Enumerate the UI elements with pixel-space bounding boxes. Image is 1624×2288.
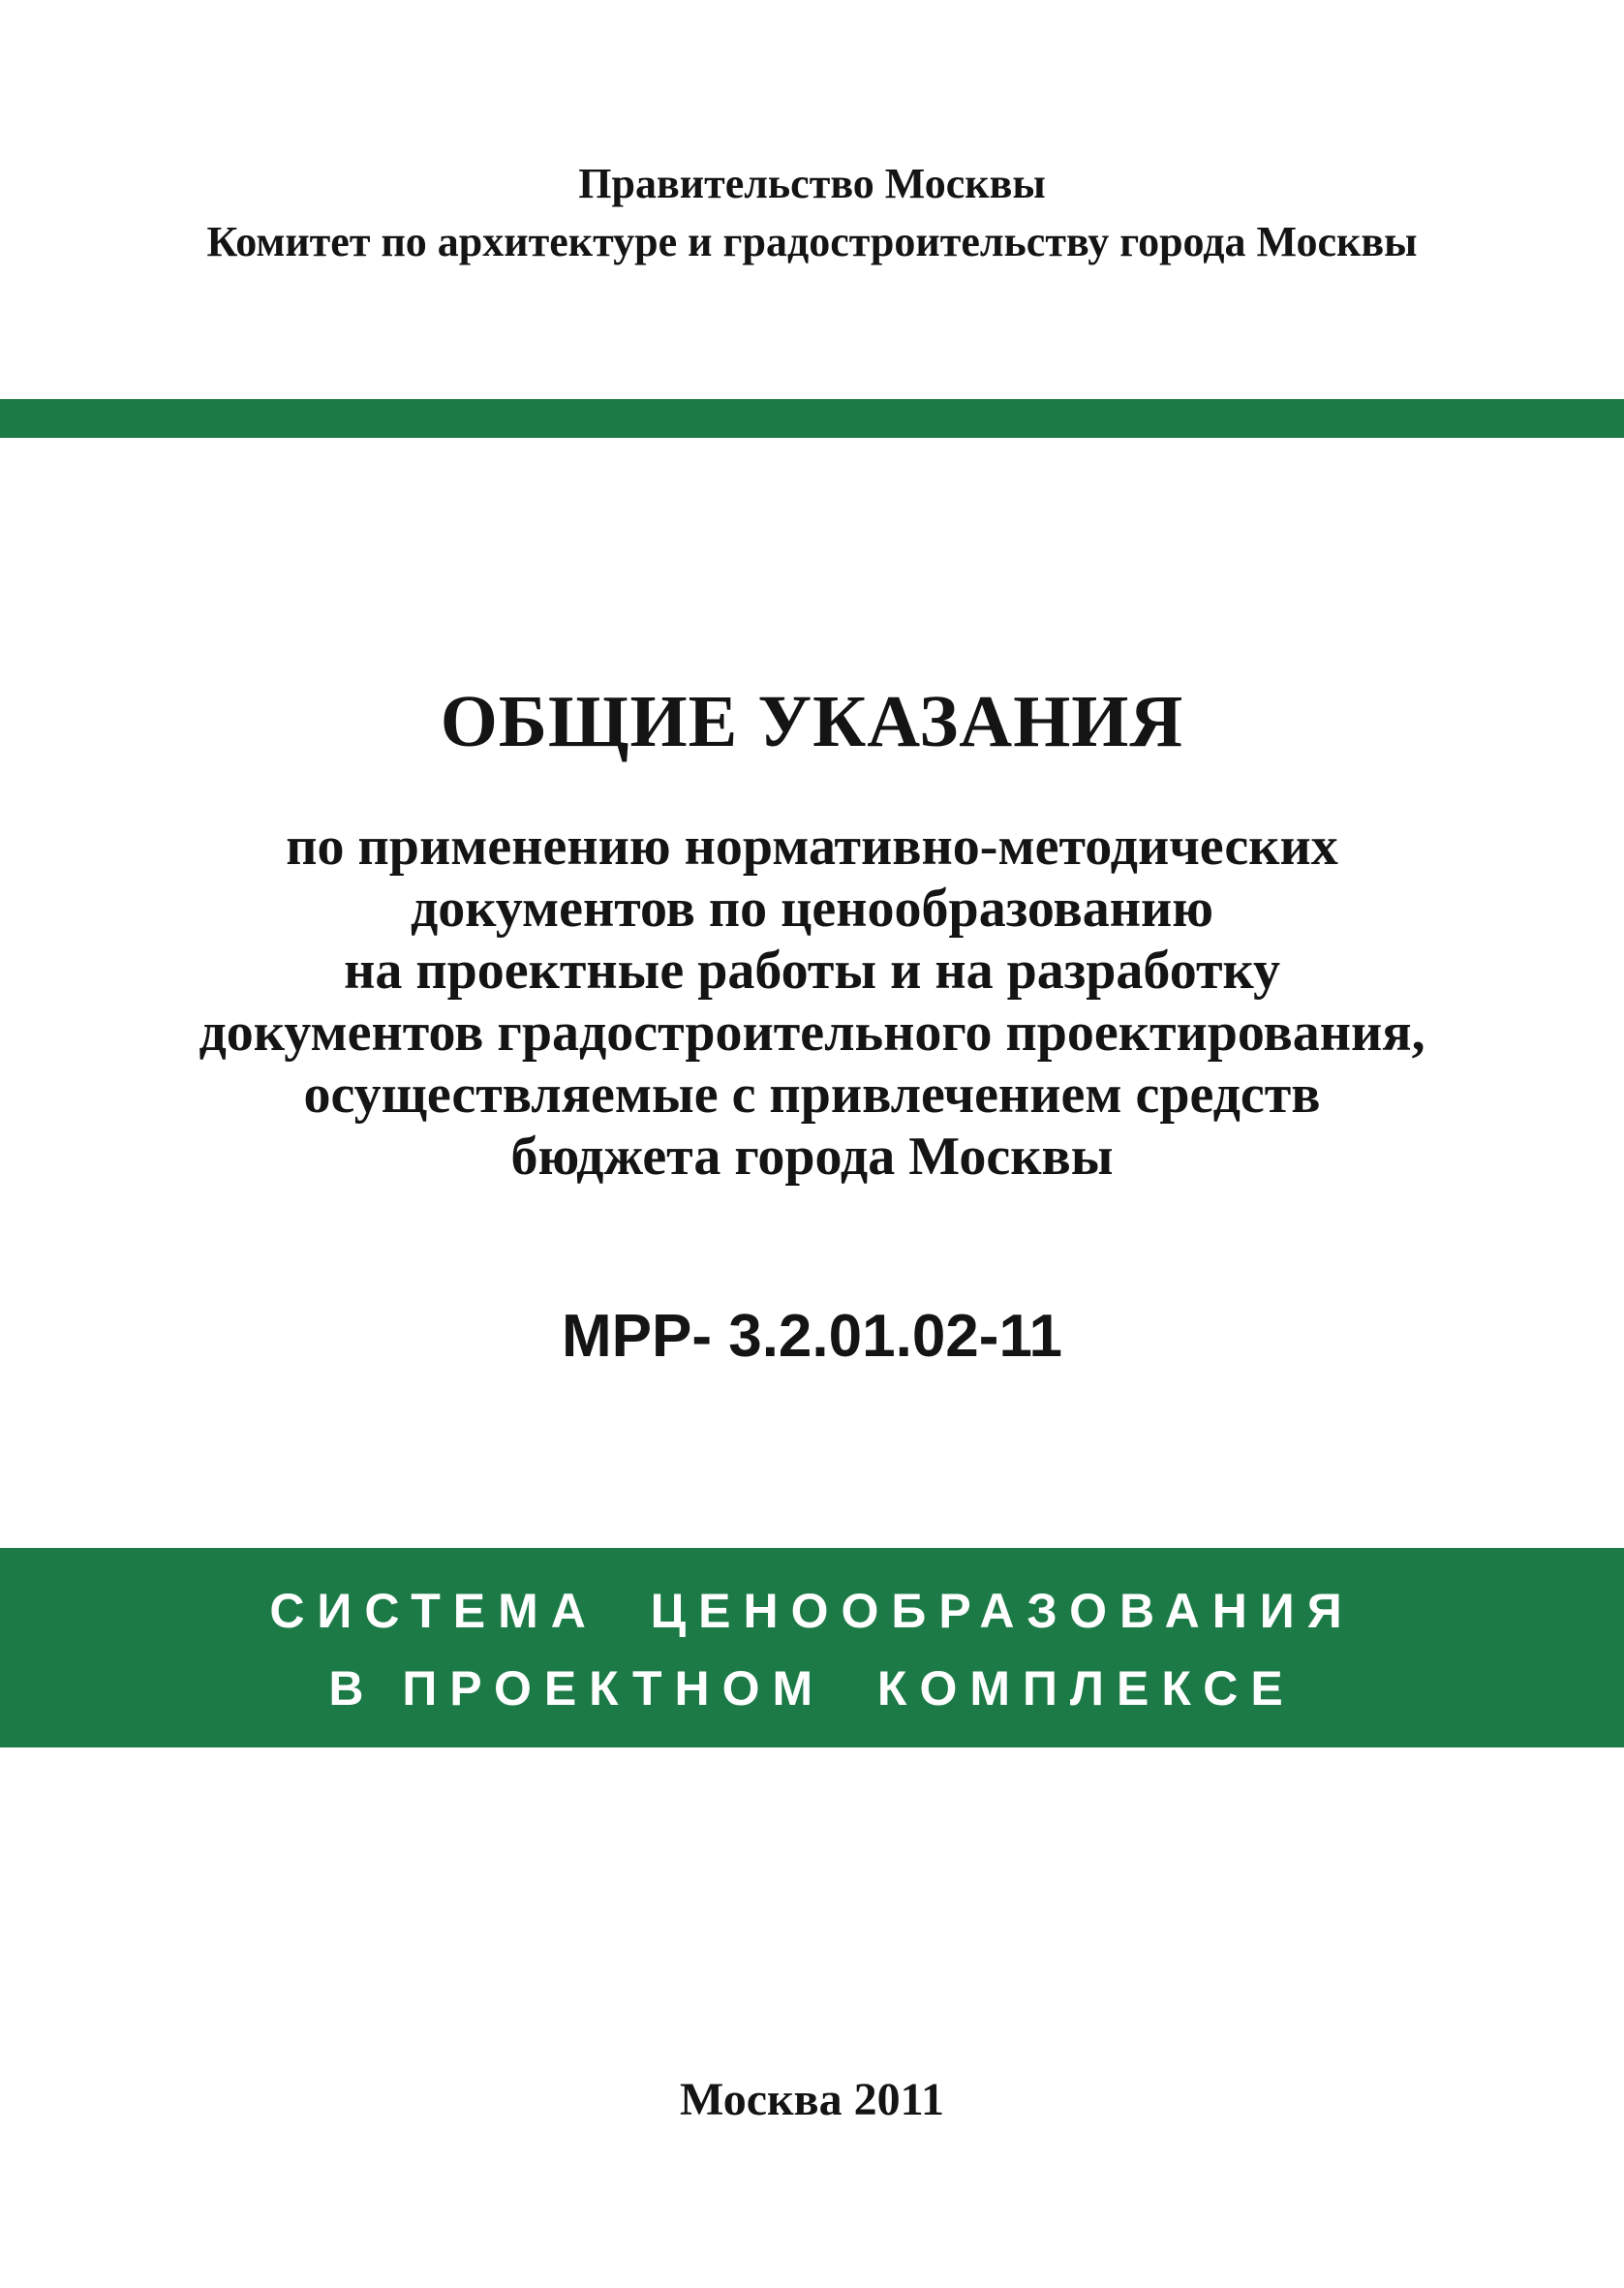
subtitle-line: на проектные работы и на разработку xyxy=(344,941,1280,1001)
issuer-header xyxy=(0,155,1624,271)
document-title: ОБЩИЕ УКАЗАНИЯ xyxy=(440,681,1184,762)
series-line-2: В ПРОЕКТНОМ КОМПЛЕКСЕ xyxy=(328,1661,1296,1716)
subtitle-line: документов по ценообразованию xyxy=(410,879,1214,939)
subtitle-line: бюджета города Москвы xyxy=(510,1127,1114,1187)
document-code: МРР- 3.2.01.02-11 xyxy=(562,1303,1062,1370)
top-green-stripe xyxy=(0,399,1624,438)
subtitle-line: осуществляемые с привлечением средств xyxy=(303,1065,1321,1125)
subtitle-line: по применению нормативно-методических xyxy=(286,817,1338,877)
series-banner xyxy=(0,1548,1624,1747)
committee-name: Комитет по архитектуре и градостроительству города Москвы xyxy=(206,218,1418,265)
subtitle-line: документов градостроительного проектирования, xyxy=(199,1003,1425,1063)
document-subtitle xyxy=(0,816,1624,1188)
series-line-1: СИСТЕМА ЦЕНООБРАЗОВАНИЯ xyxy=(269,1584,1355,1638)
place-and-year: Москва 2011 xyxy=(680,2074,944,2125)
government-name: Правительство Москвы xyxy=(578,160,1046,207)
